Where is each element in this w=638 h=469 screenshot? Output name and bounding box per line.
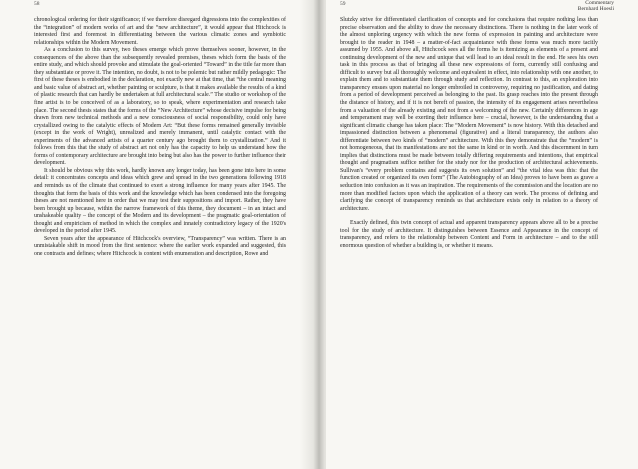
paragraph: It should be obvious why this work, hardly known any longer today, has been gone into here in some detail: it concentrates concepts and ideas which grew and spread in the two generations following 1918 and reminds us of the climate that continued to exert a strong influence for many years after 1945. The thoughts that form the basis of this work and the knowledge which has been condensed into the foregoing theses are not mentioned here in order that we may test their suppositions and import. Rather, they have been brought up because, within the narrow framework of this theme, they document – in an intact and unshakeable quality – the concept of the Modern and its development – the pragmatic goal-orientation of thought and empiricism of method in which the complex and innately contradictory legacy of the 1920's developed in the period after 1945. xyxy=(34,167,286,235)
left-page-number: 58 xyxy=(34,1,40,7)
paragraph: Exactly defined, this twin concept of actual and apparent transparency appears above all to be a precise tool for the study of architecture. It distinguishes between Essence and Appearance in the concept of transparency, and refers to the relationship between Content and Form in architecture – and to the still enormous question of whether a building is, or whether it means. xyxy=(340,220,598,249)
paragraph: As a conclusion to this survey, two theses emerge which prove themselves sooner, however, in the consequences of the above than the subsequently revealed premises, theses which form the basis of the entire study, and which should provoke and stimulate the goal-oriented “Toward” in the title far more than they substantiate or prove it. The intention, no doubt, is not to be polemic but rather mildly pedagogic: The first of these theses is embodied in the declaration, not exactly new at that time, that “the central meaning and basic value of abstract art, whether painting or sculpture, is that it makes available the results of a kind of plastic research that can hardly be undertaken at full architectural scale.” The studio or workshop of the fine artist is to be conceived of as a laboratory, so to speak, where experimentation and research take place. The second thesis states that the forms of the “New Architecture” whose decisive impulse for being drawn from new technical methods and a new consciousness of social responsibility, could only have crystallized owing to the catalytic effects of Modern Art: “But these forms remained generally invisible (except in the work of Wright), unrealized and merely immanent, until catalytic contact with the experiments of the advanced artists of a quarter century ago brought them to crystallization.” And it follows from this that the study of abstract art not only has the capacity to help us understand how the forms of contemporary architecture are brought into being but also has the power to further influence their development. xyxy=(34,47,286,167)
paragraph: Slutzky strive for differentiated clarification of concepts and for conclusions that require nothing less than precise observation and the ability to draw the necessary distinctions. There is nothing in the later work of the almost unploring urgency with which the new forms of expression in painting and architecture were brought to the reader in 1948 – a matter-of-fact acquaintance with these forms was much more tacitly assumed by 1955. And above all, Hitchcock sees all the forms he is itemizing as elements of a present and continuing development of the new and unique that will lead to an ideal result in the end. He sees his own task in this process as that of bringing all these new expressions of form, currently still confusing and difficult to survey but all thoroughly welcome and equivalent in effect, into relationship with one another, to explain them and to substantiate them through study and reflection. In contrast to this, an exploration into transparency ensues upon material no longer embroiled in controversy, requiring no justification, and dating from a period of development perceived as belonging to the past. Its grasp reaches into the present through the distance of history, and if it is not bereft of passion, the intensity of its engagement arises nevertheless from a valuation of the already existing and not from a welcoming of the new. Certainly differences in age and temperament may well be exerting their influence here – crucial, however, is the understanding that a significant climatic change has taken place: The “Modern Movement” is now history. With this detached and impassioned distinction between a phenomenal (figurative) and a literal transparency, the authors also differentiate between two kinds of “modern” architecture. With this they demonstrate that the “modern” is not homogeneous, that its manifestations are not the same in kind or in worth. And this discernment in turn implies that distinctions must be made between totally differing requirements and intentions, that empirical thought and pragmatism suffice neither for the study nor for the production of architectural achievements. Sullivan's “every problem contains and suggests its own solution” and “the vital idea was this: that the function created or organized its own form” (The Autobiography of an Idea) proves to have been as grave a seduction into confusion as it was an inspiration. The requirements of the commission and the location are no more than modified factors upon which the application of a theory can work. The process of defining and clarifying the concept of transparency reminds us that architecture exists only in relation to a theory of architecture. xyxy=(340,17,598,212)
right-page xyxy=(326,0,638,469)
right-text-column xyxy=(340,17,598,250)
paragraph: chronological ordering for their significance; if we therefore disregard digressions into the complexities of the “integration” of modern works of art and the “new architecture”, it would appear that Hitchcock is interested first and foremost in differentiating between the various climatic zones and symbiotic relationships within the Modern Movement. xyxy=(34,17,286,46)
running-header xyxy=(578,0,614,13)
header-author: Bernhard Hoesli xyxy=(577,6,614,13)
left-page xyxy=(0,0,312,469)
paragraph: Seven years after the appearance of Hitchcock's overview, “Transparency” was written. There is an unmistakable shift in mood from the first sentence: where the earlier work expanded and suggested, this one contracts and defines; where Hitchcock is content with enumeration and description, Rowe and xyxy=(34,235,286,257)
left-text-column xyxy=(34,17,286,259)
header-title: Commentary xyxy=(585,0,614,6)
right-page-number: 59 xyxy=(340,1,346,7)
